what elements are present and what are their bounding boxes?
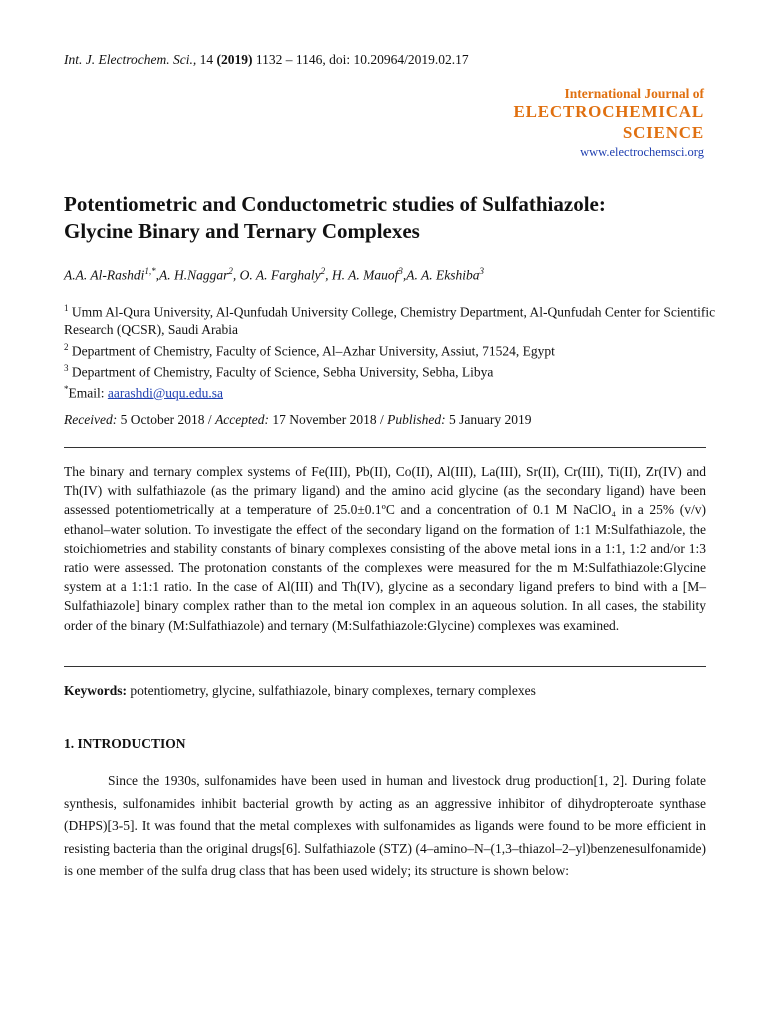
email-link[interactable]: aarashdi@uqu.edu.sa xyxy=(107,385,224,400)
received-label: Received: xyxy=(64,412,118,427)
citation-line xyxy=(64,52,469,68)
author-affiliation-mark: 2 xyxy=(228,266,233,276)
accepted-date: 17 November 2018 / xyxy=(269,412,388,427)
journal-logo xyxy=(513,86,704,161)
citation-journal: Int. J. Electrochem. Sci., xyxy=(64,52,197,67)
author-separator: , xyxy=(155,267,159,283)
paper-title xyxy=(64,191,724,245)
published-date: 5 January 2019 xyxy=(445,412,532,427)
affiliation-item xyxy=(64,339,724,360)
keywords-label: Keywords: xyxy=(64,683,127,698)
author-name: A. H.Naggar xyxy=(159,267,229,283)
author-affiliation-mark: 3 xyxy=(479,266,485,276)
author-affiliation-mark: 1,* xyxy=(144,266,156,276)
affiliation-item xyxy=(64,300,724,339)
divider-bottom xyxy=(64,666,706,667)
affiliation-mark: 2 xyxy=(64,341,69,352)
affiliation-item xyxy=(64,360,724,381)
affiliation-text: Department of Chemistry, Faculty of Science, Al–Azhar University, Assiut, 71524, Egypt xyxy=(68,343,555,358)
author-affiliation-mark: 2 xyxy=(320,266,326,276)
journal-name-line3: SCIENCE xyxy=(622,123,704,142)
email-line xyxy=(64,381,724,402)
affiliation-text: Department of Chemistry, Faculty of Science, Sebha University, Sebha, Libya xyxy=(68,364,494,379)
author-affiliation-mark: 3 xyxy=(398,266,403,276)
author-list xyxy=(64,266,484,284)
affiliation-list xyxy=(64,300,724,402)
author-name: H. A. Mauof xyxy=(331,267,399,283)
paper-title-line1: Potentiometric and Conductometric studies of Sulfathiazole: xyxy=(64,192,606,216)
abstract-text: The binary and ternary complex systems of Fe(III), Pb(II), Co(II), Al(III), La(III), Sr(II), Cr(III), Ti(II), Zr(IV) and Th(IV) with sulfathiazole (as the primary ligand) and the amino acid glycine (as the secondary ligand) have been assessed potentiometrically at a temperature of 25.0±0.1ºC and a concentration of 0.1 M NaClO₄ in a 25% (v/v) ethanol–water solution. To investigate the effect of the secondary ligand on the formation of 1:1 M:Sulfathiazole, the stoichiometries and stability constants of binary complexes consisting of the above metal ions in a 1:1, 1:2 and/or 1:3 ratio were assessed. The protonation constants of the complexes were measured for the m M:Sulfathiazole:Glycine system at a 1:1:1 ratio. In the case of Al(III) and Th(IV), glycine as a secondary ligand prefers to bind with a [M–Sulfathiazole] binary complex rather than to the metal ion complex in an aqueous solution. In all cases, the stability order of the binary (M:Sulfathiazole) and ternary (M:Sulfathiazole:Glycine) complexes was examined. xyxy=(64,464,706,633)
paper-title-line2: Glycine Binary and Ternary Complexes xyxy=(64,219,420,243)
section-heading: 1. INTRODUCTION xyxy=(64,736,186,751)
affiliation-text: Umm Al-Qura University, Al-Qunfudah University College, Chemistry Department, Al-Qunfudah Center for Scientific Research (QCSR), Saudi Arabia xyxy=(64,304,716,337)
affiliation-mark: 1 xyxy=(64,303,69,313)
journal-name-line2: ELECTROCHEMICAL xyxy=(513,102,704,121)
publication-dates xyxy=(64,412,532,428)
accepted-label: Accepted: xyxy=(215,412,270,427)
affiliation-mark: 3 xyxy=(64,362,69,373)
published-label: Published: xyxy=(387,412,446,427)
author-name: A.A. Al-Rashdi xyxy=(64,267,145,283)
received-date: 5 October 2018 / xyxy=(117,412,216,427)
citation-volume: 14 xyxy=(199,52,214,67)
keywords-line xyxy=(64,683,536,699)
author-separator: , xyxy=(325,267,332,283)
citation-pages-doi: 1132 – 1146, doi: 10.20964/2019.02.17 xyxy=(255,52,469,67)
email-mark: * xyxy=(64,383,69,394)
divider-top xyxy=(64,447,706,448)
author-name: A. A. Ekshiba xyxy=(406,267,480,283)
author-separator: , xyxy=(402,267,407,283)
author-name: O. A. Farghaly xyxy=(239,267,321,283)
email-label: Email: xyxy=(68,385,108,400)
intro-paragraph: Since the 1930s, sulfonamides have been used in human and livestock drug production[1, 2]. During folate synthesis, sulfonamides inhibit bacterial growth by acting as an aggressive inhibitor of dihydropteroate synthase (DHPS)[3-5]. It was found that the metal complexes with sulfonamides as ligands were found to be more efficient in resisting bacteria than the original drugs[6]. Sulfathiazole (STZ) (4–amino–N–(1,3–thiazol–2–yl)benzenesulfonamide) is one member of the sulfa drug class that has been used widely; its structure is shown below: xyxy=(64,773,706,878)
citation-year: (2019) xyxy=(216,52,253,67)
journal-url-link[interactable]: www.electrochemsci.org xyxy=(580,145,704,159)
journal-name-line1: International Journal of xyxy=(564,86,704,101)
author-separator: , xyxy=(232,267,240,283)
keywords-text: potentiometry, glycine, sulfathiazole, binary complexes, ternary complexes xyxy=(127,683,536,698)
